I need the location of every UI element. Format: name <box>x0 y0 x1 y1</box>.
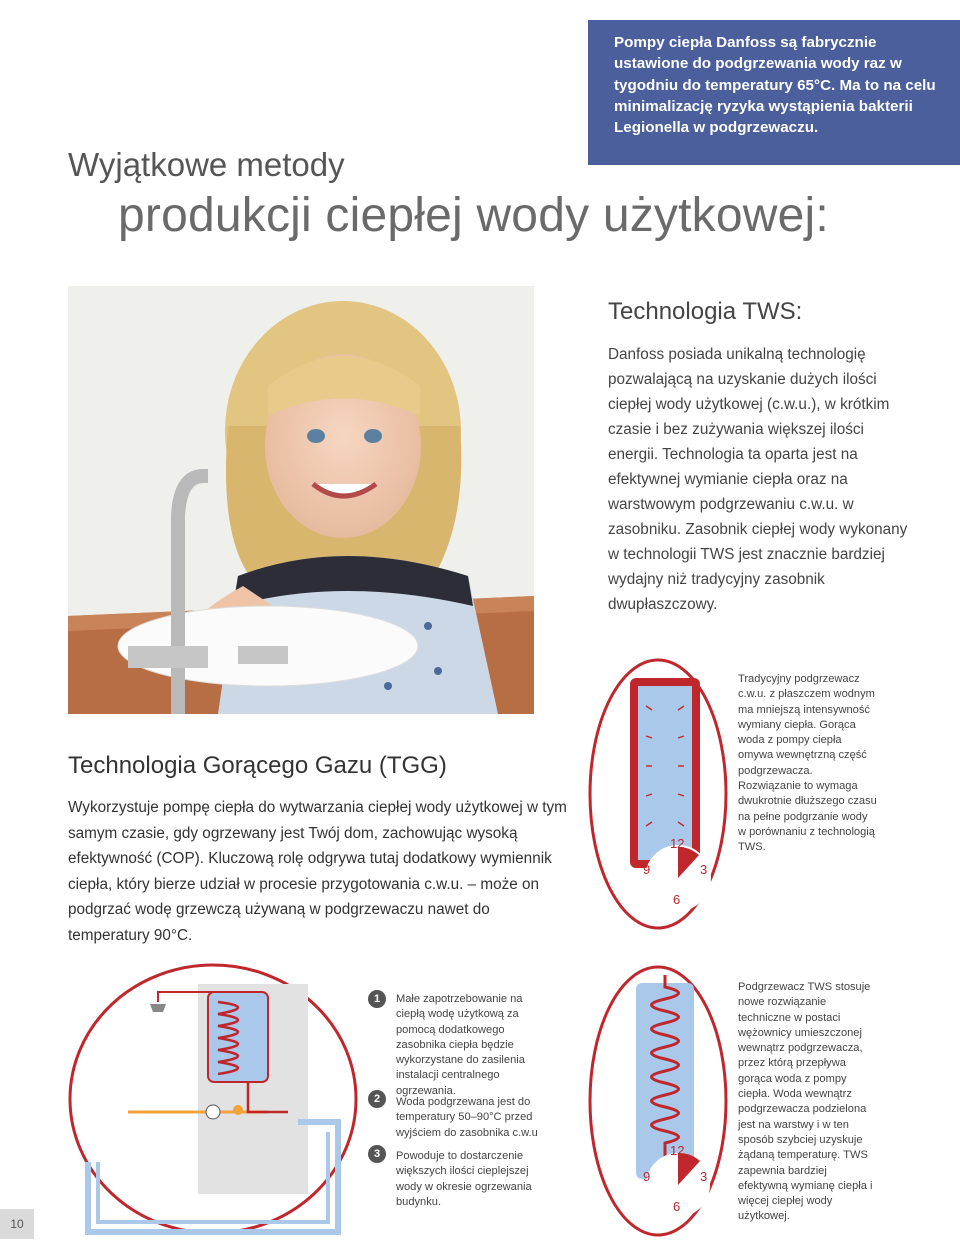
step-3-text: Powoduje to dostarczenie większych ilości cieplejszej wody w okresie ogrzewania budynku. <box>396 1150 532 1208</box>
page-number: 10 <box>10 1217 24 1231</box>
clock-12: 12 <box>670 836 685 851</box>
tws-heading: Technologia TWS: <box>608 298 803 325</box>
clock-6: 6 <box>673 1199 681 1214</box>
tgg-heading: Technologia Gorącego Gazu (TGG) <box>68 752 447 779</box>
step-3-number: 3 <box>368 1145 386 1163</box>
tws-heater-diagram <box>588 965 728 1237</box>
clock-6: 6 <box>673 892 681 907</box>
step-1-text: Małe zapotrzebowanie na ciepłą wodę użytkową za pomocą dodatkowego zasobnika ciepła będzie wykorzystane do zasilenia instalacji centralnego ogrzewania. <box>396 993 525 1097</box>
tgg-description: Wykorzystuje pompę ciepła do wytwarzania ciepłej wody użytkowej w tym samym czasie, gdy ogrzewany jest Twój dom, zachowując wysoką efektywność (COP). Kluczową rolę odgrywa tutaj dodatkowy wymiennik ciepła, który bierze udział w procesie przygotowania c.w.u. – może on podgrzać wodę grzewczą używaną w podgrzewaczu nawet do temperatury 90°C. <box>68 799 567 944</box>
page-title-line1: Wyjątkowe metody <box>68 146 345 183</box>
info-box-text: Pompy ciepła Danfoss są fabrycznie ustawione do podgrzewania wody raz w tygodniu do temperatury 65°C. Ma to na celu minimalizację ryzyka wystąpienia bakterii Legionella w podgrzewaczu. <box>614 34 936 137</box>
traditional-heater-text: Tradycyjny podgrzewacz c.w.u. z płaszczem wodnym ma mniejszą intensywność wymiany ciepła. Gorąca woda z pompy ciepła omywa wewnętrzną część podgrzewacza. Rozwiązanie to wymaga dwukrotnie dłuższego czasu na pełne podgrzanie wody w porównaniu z technologią TWS. <box>738 673 877 854</box>
clock-3: 3 <box>700 1169 708 1184</box>
info-box <box>588 20 960 165</box>
tgg-system-diagram <box>68 962 358 1237</box>
clock-12: 12 <box>670 1143 685 1158</box>
step-1-number: 1 <box>368 990 386 1008</box>
step-2-number: 2 <box>368 1090 386 1108</box>
tws-description: Danfoss posiada unikalną technologię pozwalającą na uzyskanie dużych ilości ciepłej wody użytkowej (c.w.u.), w krótkim czasie i bez zużywania większej ilości energii. Technologia ta oparta jest na efektywnej wymianie ciepła oraz na warstwowym podgrzewaniu c.w.u. w zasobniku. Zasobnik ciepłej wody wykonany w technologii TWS jest znacznie bardziej wydajny niż tradycyjny zasobnik dwupłaszczowy. <box>608 346 908 613</box>
child-washing-hands-photo <box>68 286 534 714</box>
page-number-tab <box>0 1209 34 1239</box>
page-title-line2: produkcji ciepłej wody użytkowej: <box>118 189 829 242</box>
tws-heater-text: Podgrzewacz TWS stosuje nowe rozwiązanie techniczne w postaci wężownicy umieszczonej wewnątrz podgrzewacza, przez którą przepływa gorąca woda z pompy ciepła. Woda wewnątrz podgrzewacza podzielona jest na warstwy i w ten sposób szybciej uzyskuje żądaną temperaturę. TWS zapewnia bardziej efektywną wymianę ciepła i więcej ciepłej wody użytkowej. <box>738 981 873 1223</box>
clock-9: 9 <box>643 1169 651 1184</box>
clock-3: 3 <box>700 862 708 877</box>
step-2-text: Woda podgrzewana jest do temperatury 50–90°C przed wyjściem do zasobnika c.w.u <box>396 1096 538 1139</box>
clock-9: 9 <box>643 862 651 877</box>
traditional-heater-diagram <box>588 658 728 930</box>
